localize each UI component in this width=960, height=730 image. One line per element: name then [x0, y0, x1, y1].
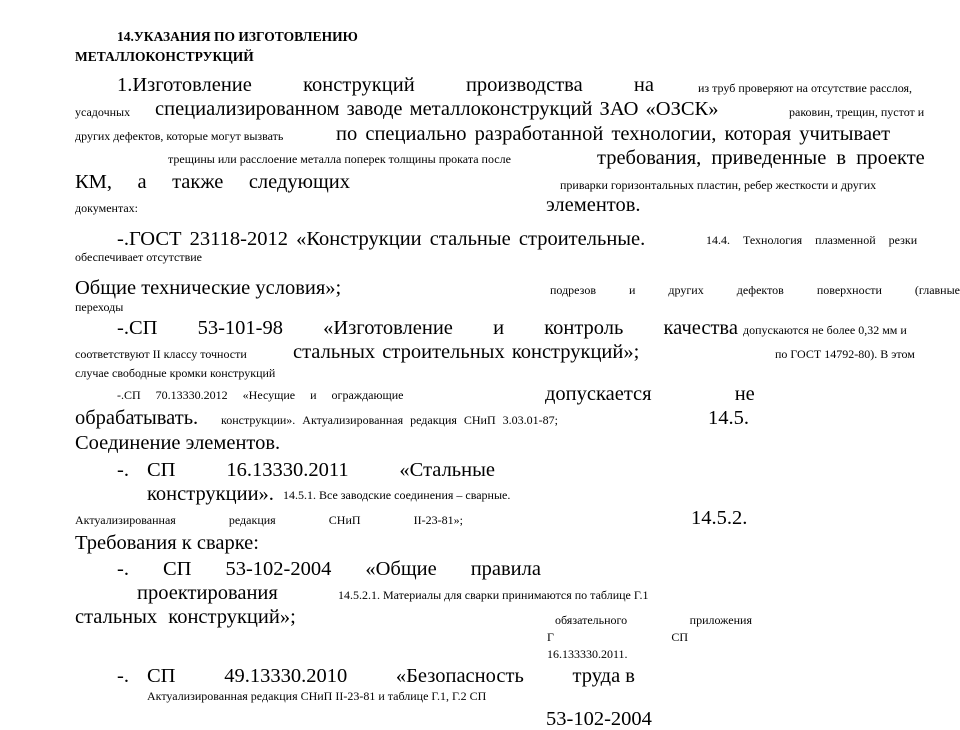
right-text-line12: случае свободные кромки конструкций — [75, 366, 276, 380]
right-text-line9: переходы — [75, 300, 124, 314]
paragraph1-line5 — [75, 172, 350, 193]
paragraph1-line6: элементов. — [546, 194, 641, 216]
word: 53-101-98 — [197, 317, 283, 339]
sp-53-102-line3: стальных конструкций»; — [75, 606, 296, 628]
sp-16-line3 — [75, 514, 463, 526]
gost-23118-line1: -.ГОСТ 23118-2012 «Конструкции стальные строительные. — [117, 228, 646, 250]
word: (главные — [914, 283, 960, 297]
word: поверхности — [816, 283, 882, 297]
word: 49.13330.2010 — [224, 665, 348, 687]
word: и — [493, 317, 505, 339]
right-text-line3: других дефектов, которые могут вызвать — [75, 129, 284, 143]
right-text-line11b: по ГОСТ 14792-80). В этом — [775, 347, 915, 361]
word: СП — [147, 459, 176, 481]
word: качества — [663, 317, 738, 339]
section-14-5-2-number: 14.5.2. — [691, 507, 748, 529]
section-14-5-title: Соединение элементов. — [75, 432, 281, 454]
gost-23118-line2: Общие технические условия»; — [75, 277, 342, 299]
word: на — [633, 74, 654, 96]
word: 1.Изготовление — [117, 74, 252, 96]
paragraph1-line2: специализированном заводе металлоконструкций ЗАО «ОЗСК» — [155, 98, 719, 120]
paragraph1-line4: требования, приведенные в проекте — [597, 147, 925, 169]
sp-53-101-line2: стальных строительных конструкций»; — [293, 341, 640, 363]
word: «Стальные — [399, 459, 495, 481]
word: СП — [671, 630, 688, 644]
sp-49-line1 — [147, 666, 635, 687]
right-text-line14: 14.5.2.1. Материалы для сварки принимаются по таблице Г.1 — [338, 588, 649, 602]
word: конструкций — [303, 74, 415, 96]
word: правила — [470, 558, 541, 580]
right-text-line8 — [550, 284, 960, 296]
word: -. — [117, 558, 129, 580]
right-text-line5: приварки горизонтальных пластин, ребер жесткости и других — [560, 178, 877, 192]
paragraph1-line1 — [117, 75, 654, 96]
sp-70-process-text: обрабатывать. — [75, 407, 199, 429]
right-text-line6: документах: — [75, 201, 138, 215]
section-heading-line1: 14.УКАЗАНИЯ ПО ИЗГОТОВЛЕНИЮ — [117, 29, 358, 44]
word: дефектов — [736, 283, 784, 297]
sp-49-dash: -. — [117, 665, 129, 687]
word: -.СП — [117, 317, 158, 339]
word: труда в — [572, 665, 635, 687]
word: а — [137, 171, 147, 193]
word: СНиП — [328, 513, 361, 527]
word: СП — [162, 558, 192, 580]
right-text-line1: из труб проверяют на отсутствие расслоя, — [698, 81, 913, 95]
word: Актуализированная — [75, 513, 176, 527]
word: производства — [465, 74, 583, 96]
right-text-line17: 16.133330.2011. — [547, 647, 628, 661]
word: «Изготовление — [323, 317, 453, 339]
sp-70-allowed-text: допускается не — [545, 383, 755, 405]
sp-16-dash: -. — [117, 459, 129, 481]
right-text-line2b: раковин, трещин, пустот и — [789, 105, 925, 119]
word: СП — [147, 665, 176, 687]
word: контроль — [544, 317, 624, 339]
sp-53-102-line1 — [117, 559, 541, 580]
word: 53-102-2004 — [225, 558, 332, 580]
right-text-line13: 14.5.1. Все заводские соединения – сварные. — [283, 488, 511, 502]
word: приложения — [689, 613, 752, 627]
word: подрезов — [550, 283, 596, 297]
word: «Общие — [365, 558, 437, 580]
word: II-23-81»; — [413, 513, 463, 527]
right-text-line11a: соответствуют II классу точности — [75, 347, 247, 361]
section-14-5-number: 14.5. — [708, 407, 749, 429]
right-text-line2a: усадочных — [75, 105, 131, 119]
word: также — [172, 171, 224, 193]
sp-70-line1: -.СП 70.13330.2012 «Несущие и ограждающие — [117, 388, 404, 402]
sp-70-line2: конструкции». Актуализированная редакция СНиП 3.03.01-87; — [221, 413, 558, 427]
right-text-line16 — [547, 631, 688, 643]
paragraph1-line3: по специально разработанной технологии, которая учитывает — [336, 123, 891, 145]
word: следующих — [248, 171, 350, 193]
word: и — [629, 283, 636, 297]
right-text-line7b: обеспечивает отсутствие — [75, 250, 202, 264]
right-text-line7a: 14.4. Технология плазменной резки — [706, 233, 918, 247]
word: «Безопасность — [395, 665, 524, 687]
right-text-line4: трещины или расслоение металла поперек толщины проката после — [168, 152, 511, 166]
section-14-5-2-title: Требования к сварке: — [75, 532, 259, 554]
sp-16-line2: конструкции». — [147, 483, 274, 505]
section-heading-line2: МЕТАЛЛОКОНСТРУКЦИЙ — [75, 49, 254, 64]
word: Г — [547, 630, 554, 644]
sp-53-101-line1 — [117, 318, 738, 339]
word: редакция — [228, 513, 276, 527]
sp-53-102-line2: проектирования — [137, 582, 278, 604]
word: 16.13330.2011 — [226, 459, 349, 481]
word: обязательного — [555, 613, 628, 627]
sp-16-line1 — [147, 460, 495, 481]
right-text-line15 — [555, 614, 752, 626]
sp-49-line3: 53-102-2004 — [546, 708, 652, 730]
word: других — [668, 283, 704, 297]
sp-49-line2: Актуализированная редакция СНиП II-23-81 и таблице Г.1, Г.2 СП — [147, 689, 487, 703]
right-text-line10: допускаются не более 0,32 мм и — [743, 323, 907, 337]
word: КМ, — [75, 171, 113, 193]
